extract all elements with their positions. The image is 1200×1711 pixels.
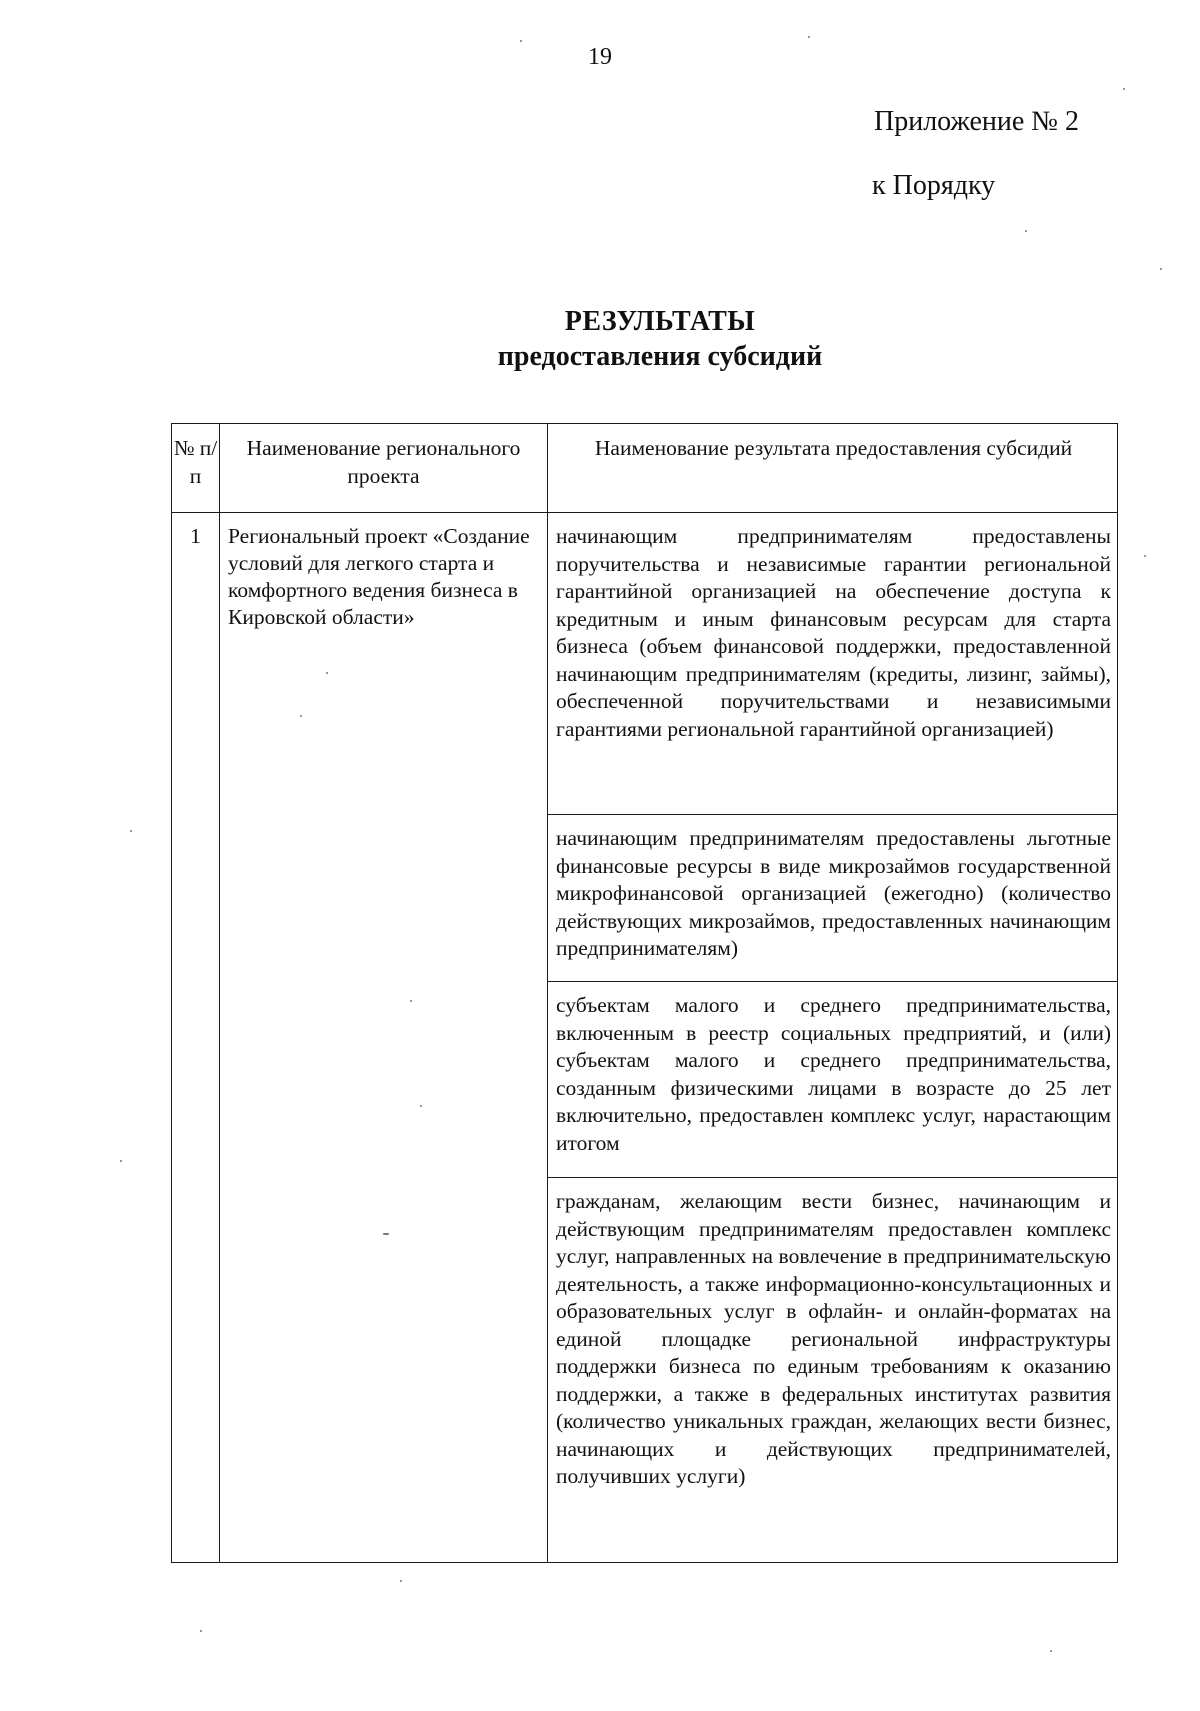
scan-speck <box>420 1105 422 1107</box>
scan-speck <box>120 1160 122 1162</box>
scan-speck <box>1050 1650 1052 1652</box>
scan-speck <box>200 1630 202 1632</box>
result-item: субъектам малого и среднего предпринимательства, включенным в реестр социальных предприятий, и (или) субъектам малого и среднего предпринимательства, созданным физическими лицами в возрасте до 25 лет включительно, предоставлен комплекс услуг, нарастающим итогом <box>548 982 1118 1178</box>
scan-speck <box>1144 555 1146 557</box>
scan-speck <box>1160 268 1162 270</box>
table-row <box>172 513 1118 815</box>
result-item: гражданам, желающим вести бизнес, начинающим и действующим предпринимателям предоставлен комплекс услуг, направленных на вовлечение в предпринимательскую деятельность, а также информационно-консультационных и образовательных услуг в офлайн- и онлайн-форматах на единой площадке региональной инфраструктуры поддержки бизнеса по единым требованиям к оказанию поддержки, а также в федеральных институтах развития (количество уникальных граждан, желающих вести бизнес, начинающих и действующих предпринимателей, получивших услуги) <box>548 1178 1118 1563</box>
scan-speck <box>326 672 328 674</box>
header-project-name: Наименование регионального проекта <box>220 424 548 513</box>
scan-speck <box>520 40 522 42</box>
result-item: начинающим предпринимателям предоставлены поручительства и независимые гарантии региональной гарантийной организацией на обеспечение доступа к кредитным и иным финансовым ресурсам для старта бизнеса (объем финансовой поддержки, предоставленной начинающим предпринимателям (кредиты, лизинг, займы), обеспеченной поручительствами и независимыми гарантиями региональной гарантийной организацией) <box>548 513 1118 815</box>
appendix-label: Приложение № 2 <box>874 106 1079 137</box>
scan-speck <box>300 715 302 717</box>
scan-speck <box>130 830 132 832</box>
appendix-reference: к Порядку <box>872 170 996 201</box>
header-result-name: Наименование результата предоставления субсидий <box>548 424 1118 513</box>
document-title: РЕЗУЛЬТАТЫ <box>564 306 756 337</box>
document-subtitle: предоставления субсидий <box>497 341 823 372</box>
scan-speck <box>400 1580 402 1582</box>
table-header-row <box>172 424 1118 513</box>
header-number: № п/п <box>172 424 220 513</box>
result-item: начинающим предпринимателям предоставлены льготные финансовые ресурсы в виде микрозаймов государственной микрофинансовой организацией (ежегодно) (количество действующих микрозаймов, предоставленных начинающим предпринимателям) <box>548 815 1118 982</box>
page-number: 19 <box>588 44 612 70</box>
scan-speck <box>1123 88 1125 90</box>
scan-speck <box>410 1000 412 1002</box>
scan-speck <box>808 36 810 38</box>
row-number: 1 <box>172 513 220 1563</box>
project-name: Региональный проект «Создание условий для легкого старта и комфортного ведения бизнеса в Кировской области» <box>220 513 548 1563</box>
scan-speck <box>383 1233 389 1235</box>
results-table <box>171 423 1118 1563</box>
scan-speck <box>1025 230 1027 232</box>
